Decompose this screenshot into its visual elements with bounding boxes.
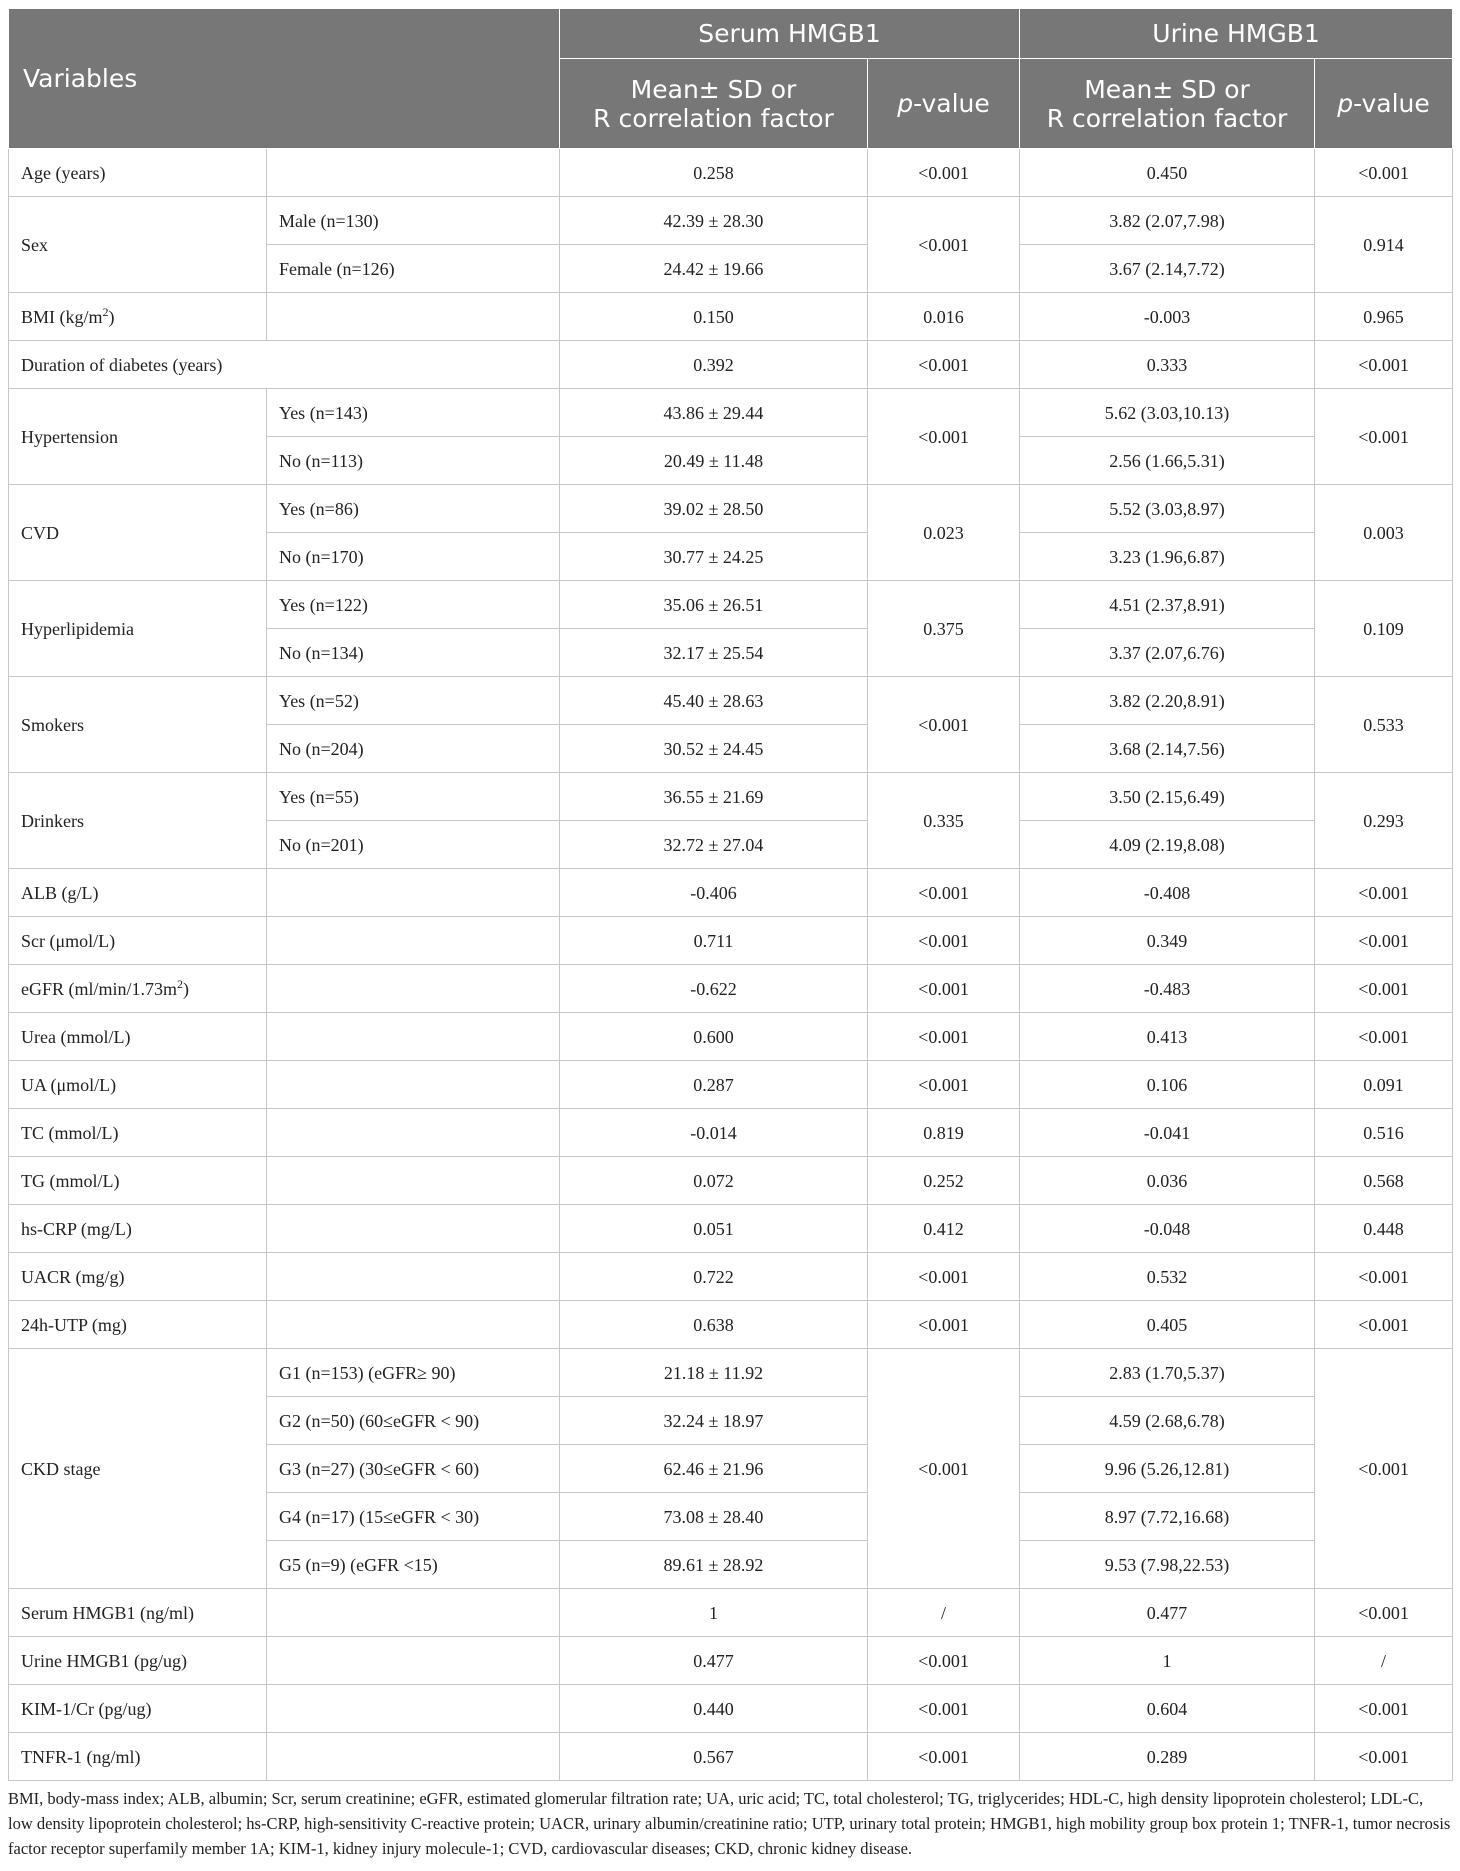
hmgb1-correlation-table (8, 8, 1453, 1781)
subgroup-cell: G2 (n=50) (60≤eGFR < 90) (267, 1397, 560, 1445)
serum-value-cell: -0.622 (560, 965, 868, 1013)
urine-pvalue-cell: 0.293 (1315, 773, 1453, 869)
header-variables: Variables (9, 9, 560, 149)
urine-value-cell: 9.96 (5.26,12.81) (1020, 1445, 1315, 1493)
variable-cell (9, 1061, 267, 1109)
p-italic: p (897, 89, 914, 118)
header-urine-stat-line1: Mean± SD or (1084, 74, 1250, 104)
variable-text: Urea (mmol/L) (21, 1026, 131, 1047)
urine-pvalue-cell: <0.001 (1315, 1301, 1453, 1349)
subgroup-cell (267, 149, 560, 197)
serum-value-cell: 30.77 ± 24.25 (560, 533, 868, 581)
urine-pvalue-cell: <0.001 (1315, 1013, 1453, 1061)
variable-text: TNFR-1 (ng/ml) (21, 1746, 141, 1767)
variable-text: TC (mmol/L) (21, 1122, 119, 1143)
subgroup-cell (267, 1685, 560, 1733)
urine-value-cell: 2.83 (1.70,5.37) (1020, 1349, 1315, 1397)
subgroup-cell (267, 293, 560, 341)
variable-cell (9, 1589, 267, 1637)
table-row (9, 197, 1453, 245)
variable-cell (9, 1157, 267, 1205)
urine-pvalue-cell: 0.965 (1315, 293, 1453, 341)
variable-cell (9, 149, 267, 197)
variable-text: Duration of diabetes (years) (21, 354, 223, 375)
subgroup-cell (267, 1253, 560, 1301)
table-row (9, 1301, 1453, 1349)
variable-cell (9, 1301, 267, 1349)
serum-value-cell: 0.440 (560, 1685, 868, 1733)
serum-value-cell: 0.638 (560, 1301, 868, 1349)
urine-value-cell: 1 (1020, 1637, 1315, 1685)
serum-value-cell: 62.46 ± 21.96 (560, 1445, 868, 1493)
serum-value-cell: 32.72 ± 27.04 (560, 821, 868, 869)
variable-cell: Hyperlipidemia (9, 581, 267, 677)
subgroup-cell (267, 1157, 560, 1205)
serum-pvalue-cell: 0.335 (868, 773, 1020, 869)
urine-value-cell: 0.450 (1020, 149, 1315, 197)
urine-pvalue-cell: <0.001 (1315, 869, 1453, 917)
subgroup-cell (267, 1205, 560, 1253)
urine-value-cell: 0.532 (1020, 1253, 1315, 1301)
variable-text: KIM-1/Cr (pg/ug) (21, 1698, 152, 1719)
serum-pvalue-cell: <0.001 (868, 1061, 1020, 1109)
urine-pvalue-cell: <0.001 (1315, 1253, 1453, 1301)
subgroup-cell: Female (n=126) (267, 245, 560, 293)
variable-text: UACR (mg/g) (21, 1266, 125, 1287)
table-row (9, 917, 1453, 965)
table-row (9, 1349, 1453, 1397)
table-row (9, 1589, 1453, 1637)
serum-pvalue-cell: <0.001 (868, 197, 1020, 293)
urine-value-cell: 4.09 (2.19,8.08) (1020, 821, 1315, 869)
serum-value-cell: 42.39 ± 28.30 (560, 197, 868, 245)
urine-pvalue-cell: 0.568 (1315, 1157, 1453, 1205)
serum-value-cell: 36.55 ± 21.69 (560, 773, 868, 821)
table-footnote: BMI, body-mass index; ALB, albumin; Scr, serum creatinine; eGFR, estimated glomerular filtration rate; UA, uric acid; TC, total cholesterol; TG, triglycerides; HDL-C, high density lipoprotein cholesterol; LDL-C, low density lipoprotein cholesterol; hs-CRP, high-sensitivity C-reactive protein; UACR, urinary albumin/creatinine ratio; UTP, urinary total protein; HMGB1, high mobility group box protein 1; TNFR-1, tumor necrosis factor receptor superfamily member 1A; KIM-1, kidney injury molecule-1; CVD, cardiovascular diseases; CKD, chronic kidney disease. (8, 1789, 1451, 1858)
variable-text: BMI (kg/m (21, 306, 103, 327)
table-row (9, 869, 1453, 917)
urine-pvalue-cell: <0.001 (1315, 149, 1453, 197)
serum-pvalue-cell: 0.412 (868, 1205, 1020, 1253)
variable-superscript: 2 (102, 304, 109, 319)
urine-pvalue-cell: <0.001 (1315, 965, 1453, 1013)
urine-value-cell: 2.56 (1.66,5.31) (1020, 437, 1315, 485)
variable-text: eGFR (ml/min/1.73m (21, 978, 178, 999)
table-row (9, 1013, 1453, 1061)
urine-pvalue-cell: 0.533 (1315, 677, 1453, 773)
urine-value-cell: -0.408 (1020, 869, 1315, 917)
serum-pvalue-cell: <0.001 (868, 149, 1020, 197)
header-serum-hmgb1: Serum HMGB1 (560, 9, 1020, 59)
table-row (9, 677, 1453, 725)
urine-pvalue-cell: <0.001 (1315, 1733, 1453, 1781)
urine-value-cell: 3.37 (2.07,6.76) (1020, 629, 1315, 677)
variable-text: Serum HMGB1 (ng/ml) (21, 1602, 194, 1623)
urine-value-cell: 3.68 (2.14,7.56) (1020, 725, 1315, 773)
table-row (9, 1253, 1453, 1301)
header-serum-pvalue (868, 59, 1020, 149)
urine-value-cell: -0.041 (1020, 1109, 1315, 1157)
table-row (9, 1109, 1453, 1157)
serum-value-cell: 32.24 ± 18.97 (560, 1397, 868, 1445)
variable-text-after: ) (183, 978, 190, 999)
serum-value-cell: 20.49 ± 11.48 (560, 437, 868, 485)
serum-value-cell: -0.014 (560, 1109, 868, 1157)
subgroup-cell: G5 (n=9) (eGFR <15) (267, 1541, 560, 1589)
serum-pvalue-cell: <0.001 (868, 1733, 1020, 1781)
serum-value-cell: 30.52 ± 24.45 (560, 725, 868, 773)
table-row (9, 293, 1453, 341)
serum-value-cell: 35.06 ± 26.51 (560, 581, 868, 629)
table-row (9, 1157, 1453, 1205)
variable-cell: Smokers (9, 677, 267, 773)
urine-value-cell: 3.82 (2.20,8.91) (1020, 677, 1315, 725)
urine-pvalue-cell: <0.001 (1315, 917, 1453, 965)
serum-value-cell: 0.258 (560, 149, 868, 197)
variable-cell (9, 965, 267, 1013)
urine-pvalue-cell: 0.516 (1315, 1109, 1453, 1157)
urine-value-cell: 3.23 (1.96,6.87) (1020, 533, 1315, 581)
variable-cell: Sex (9, 197, 267, 293)
p-italic: p (1337, 89, 1354, 118)
variable-cell (9, 1637, 267, 1685)
subgroup-cell: Male (n=130) (267, 197, 560, 245)
variable-text: Urine HMGB1 (pg/ug) (21, 1650, 187, 1671)
table-header (9, 9, 1453, 149)
subgroup-cell (267, 1733, 560, 1781)
table-container (8, 8, 1452, 1781)
serum-value-cell: 43.86 ± 29.44 (560, 389, 868, 437)
serum-pvalue-cell: <0.001 (868, 1637, 1020, 1685)
variable-cell: CVD (9, 485, 267, 581)
variable-superscript: 2 (177, 976, 184, 991)
variable-cell (9, 869, 267, 917)
header-serum-stat-line2: R correlation factor (593, 103, 834, 133)
urine-value-cell: 9.53 (7.98,22.53) (1020, 1541, 1315, 1589)
urine-value-cell: 0.036 (1020, 1157, 1315, 1205)
serum-pvalue-cell: <0.001 (868, 1013, 1020, 1061)
urine-pvalue-cell: 0.914 (1315, 197, 1453, 293)
subgroup-cell: No (n=170) (267, 533, 560, 581)
subgroup-cell: G3 (n=27) (30≤eGFR < 60) (267, 1445, 560, 1493)
urine-pvalue-cell: 0.109 (1315, 581, 1453, 677)
serum-value-cell: 39.02 ± 28.50 (560, 485, 868, 533)
subgroup-cell (267, 1061, 560, 1109)
urine-value-cell: 0.604 (1020, 1685, 1315, 1733)
table-row (9, 389, 1453, 437)
header-serum-stat-line1: Mean± SD or (630, 74, 797, 104)
variable-text: Age (years) (21, 162, 106, 183)
variable-cell (9, 1685, 267, 1733)
urine-pvalue-cell: <0.001 (1315, 1589, 1453, 1637)
urine-value-cell: 0.405 (1020, 1301, 1315, 1349)
variable-text: UA (μmol/L) (21, 1074, 117, 1095)
subgroup-cell: Yes (n=55) (267, 773, 560, 821)
variable-cell (9, 341, 560, 389)
subgroup-cell (267, 1637, 560, 1685)
variable-text: 24h-UTP (mg) (21, 1314, 127, 1335)
serum-value-cell: 0.567 (560, 1733, 868, 1781)
serum-value-cell: 0.477 (560, 1637, 868, 1685)
table-row (9, 1061, 1453, 1109)
variable-cell (9, 1109, 267, 1157)
serum-value-cell: 89.61 ± 28.92 (560, 1541, 868, 1589)
serum-pvalue-cell: <0.001 (868, 1301, 1020, 1349)
subgroup-cell (267, 869, 560, 917)
serum-value-cell: -0.406 (560, 869, 868, 917)
urine-value-cell: 8.97 (7.72,16.68) (1020, 1493, 1315, 1541)
serum-pvalue-cell: <0.001 (868, 341, 1020, 389)
serum-value-cell: 32.17 ± 25.54 (560, 629, 868, 677)
subgroup-cell (267, 917, 560, 965)
variable-cell (9, 1205, 267, 1253)
serum-pvalue-cell: 0.016 (868, 293, 1020, 341)
serum-pvalue-cell: 0.252 (868, 1157, 1020, 1205)
urine-pvalue-cell: <0.001 (1315, 1349, 1453, 1589)
table-row (9, 149, 1453, 197)
urine-value-cell: 5.62 (3.03,10.13) (1020, 389, 1315, 437)
urine-value-cell: 0.289 (1020, 1733, 1315, 1781)
serum-pvalue-cell: <0.001 (868, 389, 1020, 485)
serum-pvalue-cell: <0.001 (868, 1685, 1020, 1733)
variable-cell (9, 1253, 267, 1301)
variable-text: hs-CRP (mg/L) (21, 1218, 132, 1239)
serum-pvalue-cell: <0.001 (868, 1253, 1020, 1301)
variable-text: TG (mmol/L) (21, 1170, 120, 1191)
subgroup-cell: Yes (n=143) (267, 389, 560, 437)
table-body (9, 149, 1453, 1781)
urine-value-cell: 4.51 (2.37,8.91) (1020, 581, 1315, 629)
subgroup-cell: Yes (n=122) (267, 581, 560, 629)
table-row (9, 1637, 1453, 1685)
serum-value-cell: 0.722 (560, 1253, 868, 1301)
serum-pvalue-cell: 0.375 (868, 581, 1020, 677)
serum-pvalue-cell: <0.001 (868, 917, 1020, 965)
serum-value-cell: 0.150 (560, 293, 868, 341)
urine-value-cell: 3.67 (2.14,7.72) (1020, 245, 1315, 293)
urine-value-cell: 3.82 (2.07,7.98) (1020, 197, 1315, 245)
subgroup-cell (267, 1109, 560, 1157)
urine-pvalue-cell: / (1315, 1637, 1453, 1685)
subgroup-cell: Yes (n=52) (267, 677, 560, 725)
variable-cell: CKD stage (9, 1349, 267, 1589)
serum-value-cell: 21.18 ± 11.92 (560, 1349, 868, 1397)
urine-value-cell: 0.333 (1020, 341, 1315, 389)
variable-cell: Hypertension (9, 389, 267, 485)
variable-cell (9, 293, 267, 341)
subgroup-cell: Yes (n=86) (267, 485, 560, 533)
serum-value-cell: 73.08 ± 28.40 (560, 1493, 868, 1541)
urine-value-cell: 3.50 (2.15,6.49) (1020, 773, 1315, 821)
table-row (9, 581, 1453, 629)
header-urine-hmgb1: Urine HMGB1 (1020, 9, 1453, 59)
subgroup-cell: No (n=201) (267, 821, 560, 869)
header-urine-pvalue (1315, 59, 1453, 149)
urine-pvalue-cell: <0.001 (1315, 389, 1453, 485)
p-suffix: -value (1353, 89, 1430, 118)
subgroup-cell: G1 (n=153) (eGFR≥ 90) (267, 1349, 560, 1397)
urine-value-cell: 0.349 (1020, 917, 1315, 965)
table-row (9, 965, 1453, 1013)
header-urine-stat (1020, 59, 1315, 149)
table-row (9, 773, 1453, 821)
variable-cell (9, 917, 267, 965)
urine-value-cell: -0.003 (1020, 293, 1315, 341)
p-suffix: -value (913, 89, 990, 118)
serum-pvalue-cell: 0.023 (868, 485, 1020, 581)
serum-pvalue-cell: <0.001 (868, 869, 1020, 917)
table-row (9, 1685, 1453, 1733)
subgroup-cell (267, 1589, 560, 1637)
urine-pvalue-cell: 0.091 (1315, 1061, 1453, 1109)
urine-value-cell: 0.413 (1020, 1013, 1315, 1061)
table-row (9, 1733, 1453, 1781)
serum-value-cell: 0.711 (560, 917, 868, 965)
subgroup-cell: G4 (n=17) (15≤eGFR < 30) (267, 1493, 560, 1541)
urine-value-cell: -0.483 (1020, 965, 1315, 1013)
serum-value-cell: 24.42 ± 19.66 (560, 245, 868, 293)
serum-pvalue-cell: <0.001 (868, 677, 1020, 773)
subgroup-cell (267, 1301, 560, 1349)
subgroup-cell: No (n=113) (267, 437, 560, 485)
urine-pvalue-cell: <0.001 (1315, 1685, 1453, 1733)
serum-value-cell: 0.051 (560, 1205, 868, 1253)
serum-value-cell: 45.40 ± 28.63 (560, 677, 868, 725)
urine-value-cell: 0.477 (1020, 1589, 1315, 1637)
serum-value-cell: 0.072 (560, 1157, 868, 1205)
header-urine-stat-line2: R correlation factor (1046, 103, 1288, 133)
variable-text-after: ) (108, 306, 115, 327)
table-row (9, 1205, 1453, 1253)
table-row (9, 485, 1453, 533)
variable-cell (9, 1733, 267, 1781)
variable-text: Scr (μmol/L) (21, 930, 116, 951)
serum-pvalue-cell: <0.001 (868, 1349, 1020, 1589)
urine-value-cell: 0.106 (1020, 1061, 1315, 1109)
urine-pvalue-cell: <0.001 (1315, 341, 1453, 389)
subgroup-cell (267, 965, 560, 1013)
serum-value-cell: 0.392 (560, 341, 868, 389)
urine-pvalue-cell: 0.448 (1315, 1205, 1453, 1253)
variable-text: ALB (g/L) (21, 882, 99, 903)
serum-value-cell: 0.287 (560, 1061, 868, 1109)
urine-value-cell: -0.048 (1020, 1205, 1315, 1253)
urine-value-cell: 5.52 (3.03,8.97) (1020, 485, 1315, 533)
serum-pvalue-cell: 0.819 (868, 1109, 1020, 1157)
serum-pvalue-cell: / (868, 1589, 1020, 1637)
serum-value-cell: 1 (560, 1589, 868, 1637)
variable-cell (9, 1013, 267, 1061)
subgroup-cell: No (n=204) (267, 725, 560, 773)
variable-cell: Drinkers (9, 773, 267, 869)
header-serum-stat (560, 59, 868, 149)
serum-value-cell: 0.600 (560, 1013, 868, 1061)
subgroup-cell: No (n=134) (267, 629, 560, 677)
urine-pvalue-cell: 0.003 (1315, 485, 1453, 581)
urine-value-cell: 4.59 (2.68,6.78) (1020, 1397, 1315, 1445)
table-row (9, 341, 1453, 389)
serum-pvalue-cell: <0.001 (868, 965, 1020, 1013)
subgroup-cell (267, 1013, 560, 1061)
